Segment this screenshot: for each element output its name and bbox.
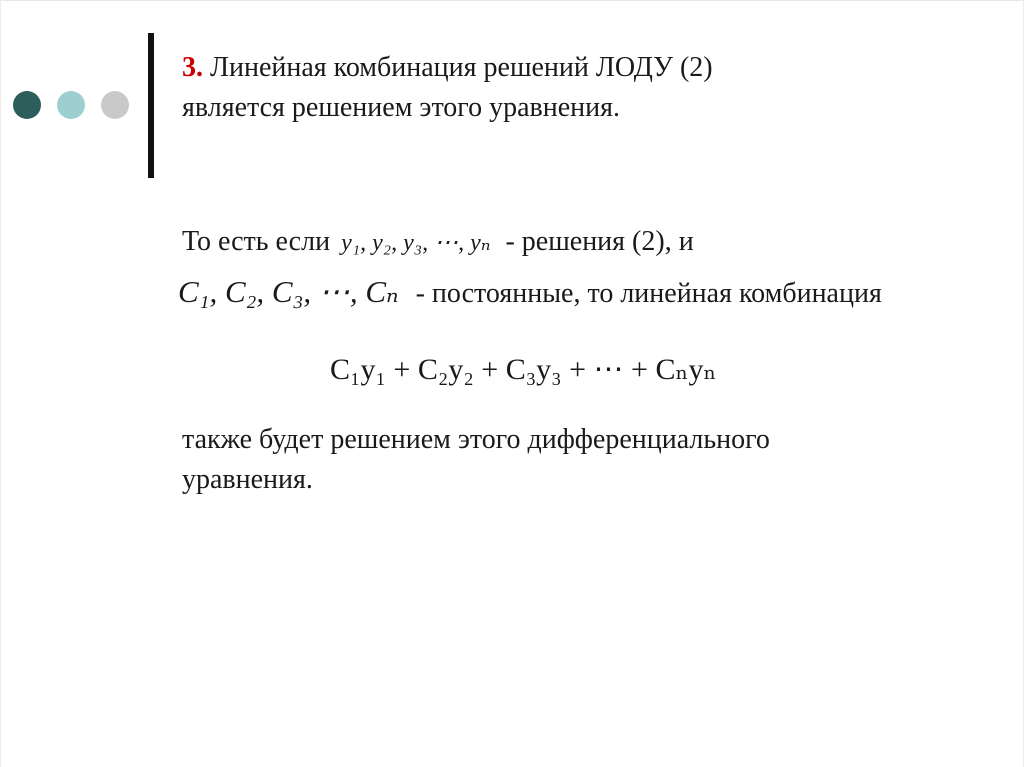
constants-math-expression: C₁, C₂, C₃, ⋯, Cₙ (178, 274, 399, 309)
paragraph-solutions-suffix: - решения (2), и (505, 226, 694, 257)
slide-border-top (0, 0, 1024, 1)
heading-line-1-text: Линейная комбинация решений ЛОДУ (2) (203, 52, 713, 83)
paragraph-constants-suffix: - постоянные, то линейная комбинация (415, 278, 882, 309)
decorative-dot-gray (101, 91, 129, 119)
paragraph-conclusion (182, 420, 982, 500)
decorative-dot-dark (13, 91, 41, 119)
paragraph-constants (178, 272, 882, 314)
vertical-divider-bar (148, 33, 154, 178)
paragraph-solutions-prefix: То есть если (182, 226, 331, 257)
heading-number: 3. (182, 52, 203, 83)
heading-line-2: является решением этого уравнения. (182, 92, 621, 123)
paragraph-solutions (182, 222, 694, 263)
heading-line-1 (182, 48, 982, 88)
decorative-dot-teal (57, 91, 85, 119)
conclusion-line-1: также будет решением этого дифференциального (182, 424, 770, 455)
linear-combination-formula: C₁y₁ + C₂y₂ + C₃y₃ + ⋯ + Cₙyₙ (330, 353, 717, 386)
conclusion-line-2: уравнения. (182, 464, 313, 495)
solutions-math-expression: y₁, y₂, y₃, ⋯, yₙ (341, 230, 491, 256)
slide-border-left (0, 0, 1, 767)
slide-heading (182, 48, 982, 128)
